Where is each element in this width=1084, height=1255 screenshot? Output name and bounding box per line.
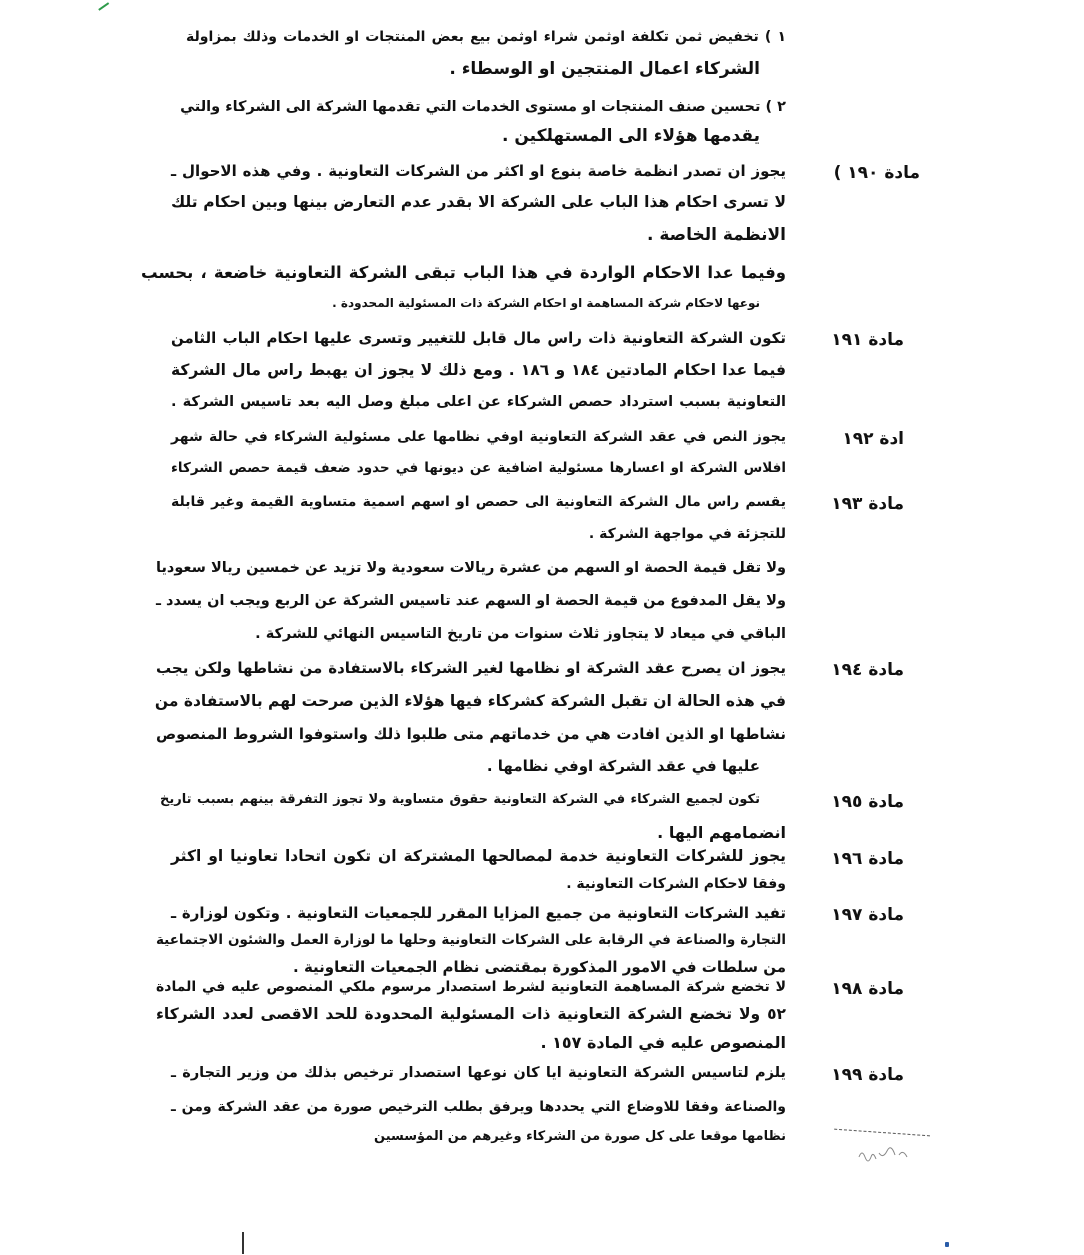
- text-line: والصناعة وفقا للاوضاع التي يحددها ويرفق بطلب الترخيص صورة من عقد الشركة ومن ـ: [171, 1099, 786, 1115]
- text-line: نوعها لاحكام شركة المساهمة او احكام الشركة ذات المسئولية المحدودة .: [332, 296, 760, 310]
- text-line: نشاطها او الذين افادت هي من خدماتهم متى طلبوا ذلك واستوفوا الشروط المنصوص: [156, 725, 786, 743]
- text-line: يقدمها هؤلاء الى المستهلكين .: [501, 126, 760, 146]
- text-line: ولا يقل المدفوع من قيمة الحصة او السهم عند تاسيس الشركة عن الربع ويجب ان يسدد ـ: [156, 593, 786, 609]
- article-number: مادة ١٩٤: [831, 660, 904, 680]
- text-line: يجوز للشركات التعاونية خدمة لمصالحها المشتركة ان تكون اتحادا تعاونيا او اكثر: [171, 847, 786, 865]
- signature-underline: [834, 1129, 930, 1139]
- text-line: للتجزئة في مواجهة الشركة .: [588, 526, 786, 542]
- text-line: ولا تقل قيمة الحصة او السهم من عشرة ريالات سعودية ولا تزيد عن خمسين ريالا سعوديا: [156, 560, 786, 576]
- text-line: يجوز ان تصدر انظمة خاصة بنوع او اكثر من الشركات التعاونية . وفي هذه الاحوال ـ: [171, 162, 786, 180]
- margin-ink-line: [242, 1232, 244, 1254]
- text-line: ١ ) تخفيض ثمن تكلفة اوثمن شراء اوثمن بيع بعض المنتجات او الخدمات وذلك بمزاولة: [186, 29, 786, 45]
- ink-dot: [945, 1242, 949, 1247]
- text-line: ٥٢ ولا تخضع الشركة التعاونية ذات المسئولية المحدودة للحد الاقصى لعدد الشركاء: [156, 1005, 786, 1023]
- text-line: افلاس الشركة او اعسارها مسئولية اضافية عن ديونها في حدود ضعف قيمة حصص الشركاء: [171, 460, 786, 476]
- article-number: ادة ١٩٢: [842, 429, 904, 449]
- text-line: الباقي في ميعاد لا يتجاوز ثلاث سنوات من تاريخ التاسيس النهائي للشركة .: [255, 626, 786, 642]
- text-line: الشركاء اعمال المنتجين او الوسطاء .: [449, 59, 760, 79]
- article-number: مادة ١٩٣: [831, 494, 904, 514]
- article-number: مادة ١٩٧: [831, 905, 904, 925]
- text-line: وفقا لاحكام الشركات التعاونية .: [566, 876, 786, 892]
- text-line: لا تخضع شركة المساهمة التعاونية لشرط استصدار مرسوم ملكي المنصوص عليه في المادة: [156, 979, 786, 995]
- text-line: انضمامهم اليها .: [657, 823, 786, 842]
- article-number: مادة ١٩٠ ): [833, 163, 920, 183]
- text-line: الانظمة الخاصة .: [646, 225, 786, 245]
- article-number: مادة ١٩٨: [831, 979, 904, 999]
- text-line: فيما عدا احكام المادتين ١٨٤ و ١٨٦ . ومع ذلك لا يجوز ان يهبط راس مال الشركة: [171, 361, 786, 379]
- text-line: يجوز النص في عقد الشركة التعاونية اوفي نظامها على مسئولية الشركاء في حالة شهر: [171, 429, 786, 445]
- text-line: تكون الشركة التعاونية ذات راس مال قابل للتغيير وتسرى عليها احكام الباب الثامن: [171, 329, 786, 347]
- text-line: التجارة والصناعة في الرقابة على الشركات التعاونية وحلها ما لوزارة العمل والشئون الاجتماعية: [156, 932, 786, 948]
- text-line: يلزم لتاسيس الشركة التعاونية ايا كان نوعها استصدار ترخيص بذلك من وزير التجارة ـ: [171, 1065, 786, 1081]
- text-line: المنصوص عليه في المادة ١٥٧ .: [540, 1033, 786, 1052]
- text-line: التعاونية بسبب استرداد حصص الشركاء عن اعلى مبلغ وصل اليه بعد تاسيس الشركة .: [171, 394, 786, 410]
- article-number: مادة ١٩٥: [831, 792, 904, 812]
- article-number: مادة ١٩٦: [831, 849, 904, 869]
- text-line: يقسم راس مال الشركة التعاونية الى حصص او اسهم اسمية متساوية القيمة وغير قابلة: [171, 494, 786, 510]
- text-line: نظامها موقعا على كل صورة من الشركاء وغيرهم من المؤسسين: [374, 1129, 786, 1144]
- text-line: يجوز ان يصرح عقد الشركة او نظامها لغير الشركاء بالاستفادة من نشاطها ولكن يجب: [156, 659, 786, 677]
- text-line: لا تسرى احكام هذا الباب على الشركة الا بقدر عدم التعارض بينها وبين احكام تلك: [171, 193, 786, 211]
- text-line: من سلطات في الامور المذكورة بمقتضى نظام الجمعيات التعاونية .: [293, 958, 786, 976]
- text-line: تكون لجميع الشركاء في الشركة التعاونية حقوق متساوية ولا تجوز التفرقة بينهم بسبب تاريخ: [160, 792, 760, 807]
- handwritten-signature: [855, 1143, 915, 1165]
- text-line: تفيد الشركات التعاونية من جميع المزايا المقرر للجمعيات التعاونية . وتكون لوزارة ـ: [171, 904, 786, 922]
- text-line: عليها في عقد الشركة اوفي نظامها .: [486, 757, 760, 775]
- text-line: ٢ ) تحسين صنف المنتجات او مستوى الخدمات التي تقدمها الشركة الى الشركاء والتي: [180, 99, 786, 115]
- text-line: في هذه الحالة ان تقبل الشركة كشركاء فيها هؤلاء الذين صرحت لهم بالاستفادة من: [154, 692, 786, 710]
- article-number: مادة ١٩٩: [831, 1065, 904, 1085]
- corner-ink-mark: [95, 0, 109, 11]
- text-line: وفيما عدا الاحكام الواردة في هذا الباب تبقى الشركة التعاونية خاضعة ، بحسب: [141, 263, 786, 282]
- article-number: مادة ١٩١: [831, 330, 904, 350]
